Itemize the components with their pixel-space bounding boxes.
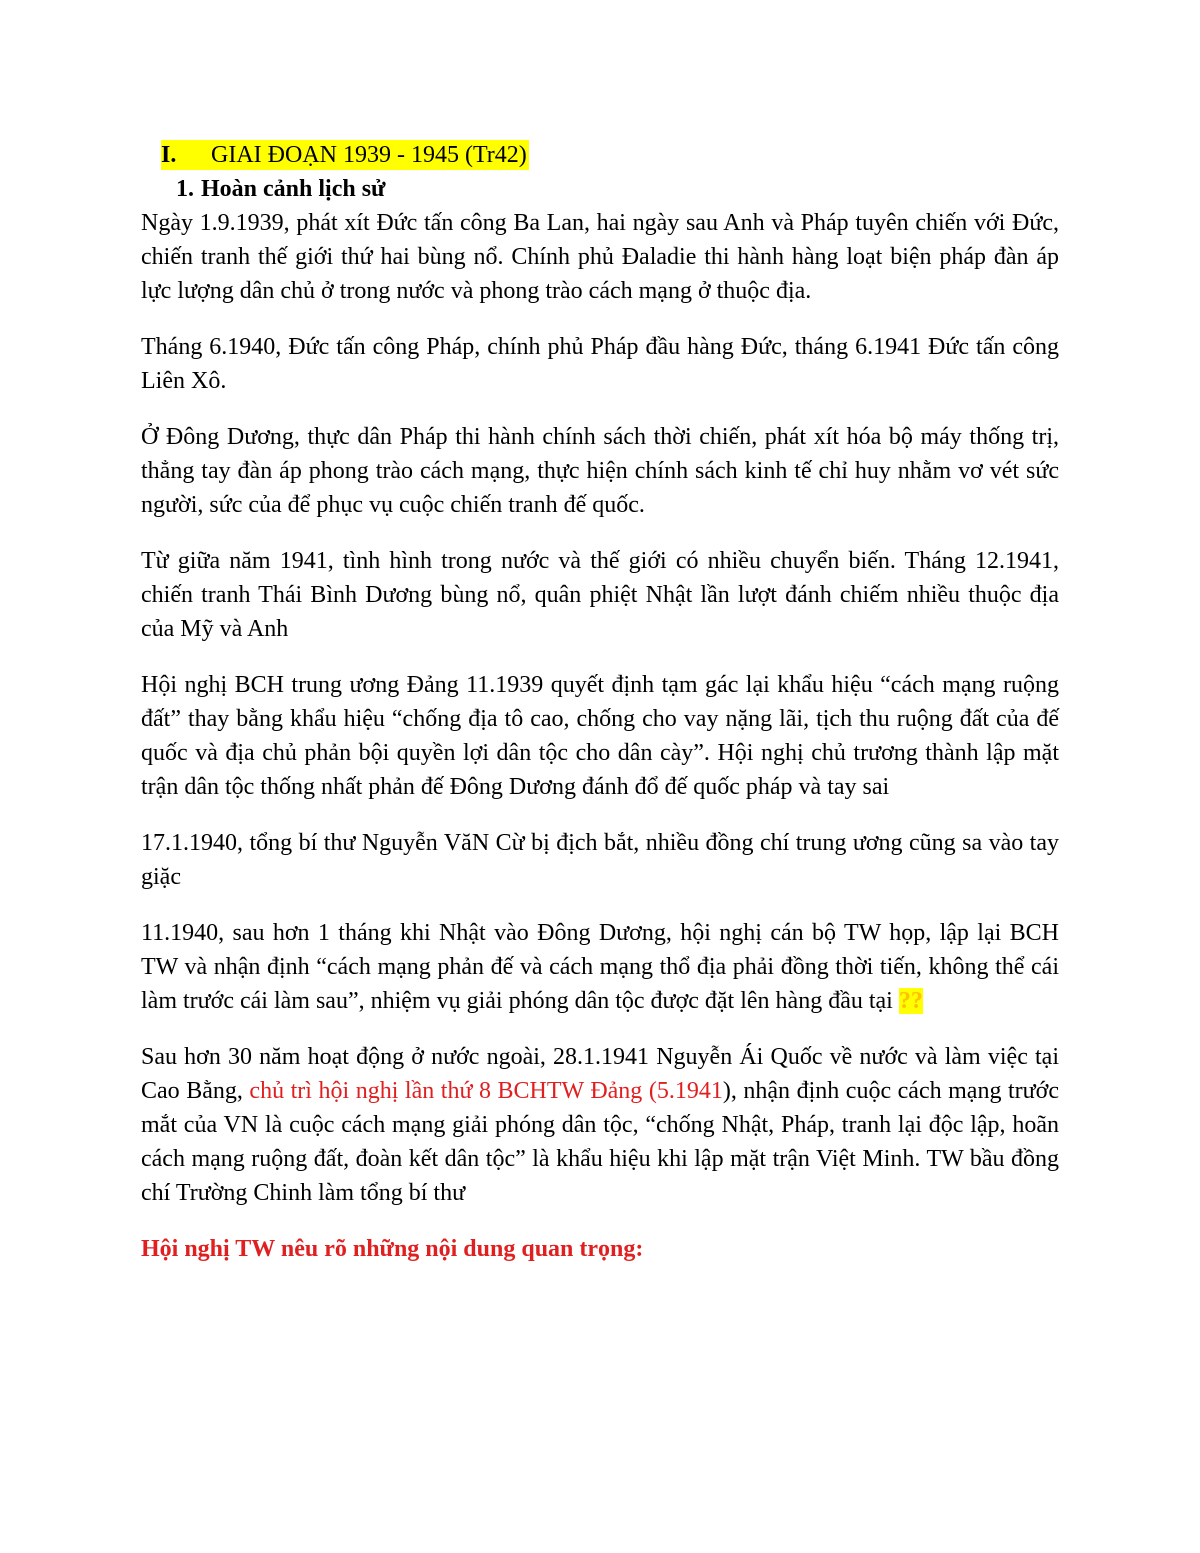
paragraph-8	[141, 1040, 1059, 1210]
subsection-heading	[176, 172, 1059, 206]
paragraph-8-end: ), nhận định cuộc cách mạng trước mắt của VN là cuộc cách mạng giải phóng dân tộc, “chống Nhật, Pháp, tranh lại độc lập, hoãn cách mạng ruộng đất, đoàn kết dân tộc” là khẩu hiệu khi lập mặt trận Việt Minh. TW bầu đồng chí Trường Chinh làm tổng bí thư	[141, 1078, 1060, 1206]
paragraph-7-text: 11.1940, sau hơn 1 tháng khi Nhật vào Đông Dương, hội nghị cán bộ TW họp, lập lại BCH TW và nhận định “cách mạng phản đế và cách mạng thổ địa phải đồng thời tiến, không thể cái làm trước cái làm sau”, nhiệm vụ giải phóng dân tộc được đặt lên hàng đầu tại	[141, 920, 1059, 1014]
red-heading: Hội nghị TW nêu rõ những nội dung quan trọng:	[141, 1236, 644, 1262]
paragraph-8-start: Sau hơn 30 năm hoạt động ở nước ngoài, 28.1.1941 Nguyễn Ái Quốc về nước và làm việc tại Cao Bằng,	[141, 1044, 1059, 1104]
section-title: GIAI ĐOẠN 1939 - 1945 (Tr42)	[211, 142, 527, 168]
paragraph-3: Ở Đông Dương, thực dân Pháp thi hành chính sách thời chiến, phát xít hóa bộ máy thống trị, thẳng tay đàn áp phong trào cách mạng, thực hiện chính sách kinh tế chỉ huy nhằm vơ vét sức người, sức của để phục vụ cuộc chiến tranh đế quốc.	[141, 424, 1059, 518]
paragraph-6: 17.1.1940, tổng bí thư Nguyễn VăN Cừ bị địch bắt, nhiều đồng chí trung ương cũng sa vào tay giặc	[141, 830, 1059, 890]
section-heading	[161, 138, 1059, 172]
paragraph-7	[141, 916, 1059, 1018]
section-number: I.	[161, 142, 177, 168]
paragraph-2: Tháng 6.1940, Đức tấn công Pháp, chính phủ Pháp đầu hàng Đức, tháng 6.1941 Đức tấn công Liên Xô.	[141, 334, 1059, 394]
paragraph-5: Hội nghị BCH trung ương Đảng 11.1939 quyết định tạm gác lại khẩu hiệu “cách mạng ruộng đất” thay bằng khẩu hiệu “chống địa tô cao, chống cho vay nặng lãi, tịch thu ruộng đất của đế quốc và địa chủ phản bội quyền lợi dân tộc cho dân cày”. Hội nghị chủ trương thành lập mặt trận dân tộc thống nhất phản đế Đông Dương đánh đổ đế quốc pháp và tay sai	[141, 672, 1059, 800]
subsection-title: Hoàn cảnh lịch sử	[201, 176, 386, 202]
question-marks: ??	[898, 988, 923, 1014]
paragraph-8-red-text: chủ trì hội nghị lần thứ 8 BCHTW Đảng (5.1941	[249, 1078, 723, 1104]
subsection-number: 1.	[176, 176, 194, 202]
heading-highlight	[161, 140, 529, 170]
paragraph-1: Ngày 1.9.1939, phát xít Đức tấn công Ba Lan, hai ngày sau Anh và Pháp tuyên chiến với Đức, chiến tranh thế giới thứ hai bùng nổ. Chính phủ Đaladie thi hành hàng loạt biện pháp đàn áp lực lượng dân chủ ở trong nước và phong trào cách mạng ở thuộc địa.	[141, 210, 1059, 304]
paragraph-4: Từ giữa năm 1941, tình hình trong nước và thế giới có nhiều chuyển biến. Tháng 12.1941, chiến tranh Thái Bình Dương bùng nổ, quân phiệt Nhật lần lượt đánh chiếm nhiều thuộc địa của Mỹ và Anh	[141, 548, 1059, 642]
document-page	[141, 138, 1059, 1266]
